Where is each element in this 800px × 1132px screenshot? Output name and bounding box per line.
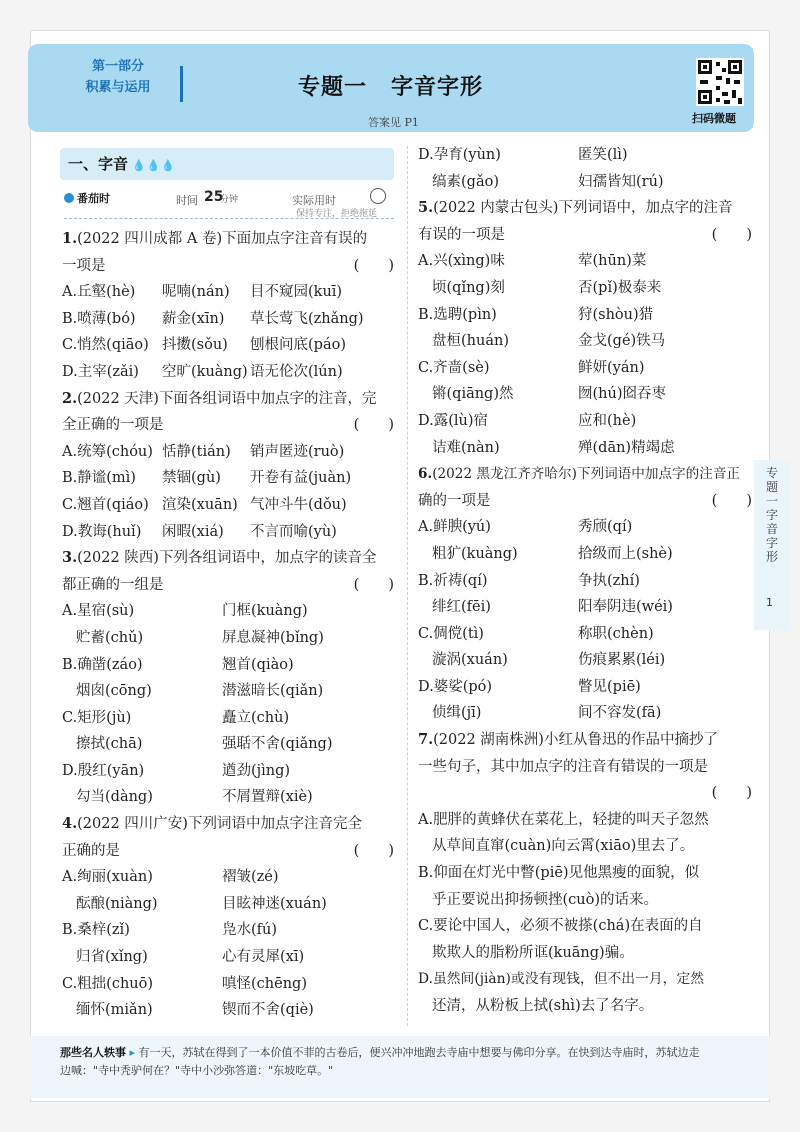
option: 欺欺人的脂粉所诓(kuāng)骗。 (432, 944, 634, 961)
option: 锵(qiāng)然 (432, 386, 514, 403)
option: D.主宰(zǎi) (62, 363, 139, 380)
question-4-continued (418, 142, 758, 195)
left-column (62, 226, 400, 1024)
droplet-icon: 💧💧💧 (132, 159, 177, 172)
option: 气冲斗牛(dǒu) (250, 496, 347, 513)
timer-unit: 分钟 (220, 195, 239, 205)
option: A.绚丽(xuàn) (62, 869, 153, 886)
option: B.静谧(mì) (62, 470, 136, 487)
option: 遒劲(jìng) (222, 762, 291, 779)
divider (64, 218, 394, 219)
option: C.倜傥(tì) (418, 625, 484, 642)
question-stem: (2022 黑龙江齐齐哈尔)下列词语中加点字的注音正 (432, 466, 741, 483)
option: 乎正要说出抑扬顿挫(cuò)的话来。 (432, 891, 659, 908)
topic-title (298, 70, 507, 101)
section-title (60, 148, 394, 180)
option: 漩涡(xuán) (432, 652, 508, 669)
option: 金戈(gé)铁马 (578, 333, 666, 350)
option: 瞥见(piē) (578, 678, 641, 695)
timer-name: 番茄时 (77, 192, 110, 205)
option: 盘桓(huán) (432, 333, 509, 350)
option: B.仰面在灯光中瞥(piē)见他黑瘦的面貌，似 (418, 865, 700, 882)
timer-motto: 保持专注，拒绝拖延 (296, 209, 378, 219)
part-subtitle: 积累与运用 (85, 80, 151, 95)
option: 强聒不舍(qiǎng) (222, 736, 333, 753)
option: 匿笑(lì) (578, 147, 628, 163)
option: A.兴(xìng)味 (418, 253, 505, 270)
option: 秀颀(qí) (578, 519, 633, 536)
option: 殚(dān)精竭虑 (578, 439, 675, 456)
option: 烟囱(cōng) (76, 683, 152, 700)
option: 潜滋暗长(qiǎn) (222, 683, 324, 700)
option: 侦缉(jī) (432, 705, 482, 722)
option: 语无伦次(lún) (250, 363, 343, 380)
question-stem: 确的一项是 (418, 492, 491, 509)
option: 缅怀(miǎn) (76, 1002, 153, 1019)
option: C.齐啬(sè) (418, 359, 490, 376)
option: A.统筹(chóu) (62, 443, 153, 460)
option: 擦拭(chā) (76, 736, 143, 753)
arrow-icon: ▸ (129, 1046, 136, 1059)
option: 从草间直窜(cuàn)向云霄(xiāo)里去了。 (432, 838, 695, 855)
question-number: 5. (418, 199, 434, 217)
option: 褶皱(zé) (222, 869, 279, 886)
option: 草长莺飞(zhǎng) (250, 310, 364, 327)
option: 间不容发(fā) (578, 705, 662, 722)
answer-blank[interactable]: ( ) (353, 842, 394, 859)
question-stem: (2022 四川广安)下列词语中加点字注音完全 (77, 816, 362, 833)
option: 闲暇(xiá) (162, 523, 224, 540)
option: 粗犷(kuàng) (432, 545, 518, 562)
option: 目不窥园(kuī) (250, 284, 343, 301)
option: 嗔怪(chēng) (222, 975, 307, 992)
option: 荤(hūn)菜 (578, 253, 647, 270)
option: B.选聘(pìn) (418, 306, 497, 323)
option: 恬静(tián) (162, 443, 231, 460)
option: 不屑置辩(xiè) (222, 789, 313, 806)
option: 刨根问底(páo) (250, 337, 346, 354)
option: 拾级而上(shè) (578, 545, 673, 562)
option: A.星宿(sù) (62, 603, 135, 620)
topic-number: 专题一 (298, 75, 368, 100)
question-stem: 正确的是 (62, 842, 120, 859)
option: 开卷有益(juàn) (250, 470, 352, 487)
option: D.露(lù)宿 (418, 412, 489, 429)
option: 狩(shòu)猎 (578, 306, 654, 323)
option: D.孕育(yùn) (418, 147, 501, 163)
right-column (418, 142, 758, 1020)
option: 鲜妍(yán) (578, 359, 645, 376)
option: 缟素(gǎo) (432, 173, 499, 190)
option: A.丘壑(hè) (62, 284, 136, 301)
question-stem: 都正确的一组是 (62, 576, 164, 593)
option: 不言而喻(yù) (250, 523, 337, 540)
answer-blank[interactable]: ( ) (711, 226, 752, 243)
qr-code-icon[interactable] (696, 58, 744, 106)
page-number: 1 (766, 596, 773, 609)
option: B.祈祷(qí) (418, 572, 488, 589)
option: 门框(kuàng) (222, 603, 308, 620)
question-number: 3. (62, 549, 78, 567)
answer-blank[interactable]: ( ) (353, 576, 394, 593)
option: 争执(zhí) (578, 572, 640, 589)
option: 伤痕累累(léi) (578, 652, 666, 669)
question-7 (418, 727, 758, 1020)
question-stem: (2022 四川成都 A 卷)下面加点字注音有误的 (77, 231, 368, 247)
part-divider (180, 66, 183, 102)
question-number: 1. (62, 230, 78, 247)
option: 顷(qǐng)刻 (432, 279, 505, 296)
option: 诘难(nàn) (432, 439, 500, 456)
option: C.矩形(jù) (62, 709, 132, 726)
section-title-text: 一、字音 (68, 155, 129, 173)
option: 归省(xǐng) (76, 949, 148, 966)
side-tab-label: 专题一 字音字形 (765, 466, 778, 564)
option: D.虽然间(jiàn)或没有现钱，但不出一月，定然 (418, 971, 705, 988)
option: 凫水(fú) (222, 922, 278, 939)
option: 否(pǐ)极泰来 (578, 279, 662, 296)
option: C.粗拙(chuō) (62, 975, 154, 992)
question-number: 4. (62, 815, 78, 833)
option: D.殷红(yān) (62, 762, 145, 779)
option: 心有灵犀(xī) (222, 949, 305, 966)
answer-blank[interactable]: ( ) (353, 257, 394, 274)
question-stem: 一些句子，其中加点字的注音有错误的一项是 (418, 758, 708, 775)
part-title: 第一部分 (91, 59, 144, 74)
option: 屏息凝神(bǐng) (222, 629, 324, 646)
actual-time-label: 实际用时 (292, 194, 336, 207)
option: 薪金(xīn) (162, 310, 225, 327)
question-stem: (2022 内蒙古包头)下列词语中，加点字的注音 (433, 200, 733, 217)
option: 阳奉阴违(wéi) (578, 599, 673, 616)
option: C.悄然(qiāo) (62, 337, 149, 354)
answer-blank[interactable]: ( ) (353, 417, 394, 434)
question-number: 6. (418, 466, 433, 483)
question-stem: (2022 天津)下面各组词语中加点字的注音，完 (77, 390, 377, 407)
question-stem: 全正确的一项是 (62, 417, 164, 434)
option: 矗立(chù) (222, 709, 290, 726)
question-number: 2. (62, 389, 78, 407)
tomato-icon (370, 188, 386, 204)
option: 妇孺皆知(rú) (578, 173, 664, 190)
option: B.桑梓(zǐ) (62, 922, 130, 939)
option: 呢喃(nán) (162, 284, 230, 301)
footer-label: 那些名人轶事 (60, 1046, 126, 1059)
question-4 (62, 811, 400, 1024)
question-3 (62, 545, 400, 811)
column-divider (407, 146, 408, 1026)
option: 称职(chèn) (578, 625, 654, 642)
option: 空旷(kuàng) (162, 363, 248, 380)
option: D.教诲(huǐ) (62, 523, 142, 540)
question-stem: 一项是 (62, 257, 106, 274)
option: C.要论中国人，必须不被搽(chá)在表面的自 (418, 918, 703, 935)
question-stem: (2022 陕西)下列各组词语中，加点字的读音全 (77, 550, 377, 567)
question-5 (418, 195, 758, 461)
question-1 (62, 226, 400, 386)
answer-reference: 答案见 P1 (368, 116, 419, 129)
option: 绯红(fēi) (432, 599, 491, 616)
timer-label: 时间 (176, 194, 198, 207)
option: 还清，从粉板上拭(shì)去了名字。 (432, 998, 654, 1014)
answer-blank[interactable]: ( ) (711, 492, 752, 509)
option: C.翘首(qiáo) (62, 496, 149, 513)
qr-label: 扫码微题 (692, 112, 736, 125)
option: 应和(hè) (578, 412, 637, 429)
question-6 (418, 461, 758, 727)
option: 贮蓄(chǔ) (76, 629, 144, 646)
option: D.婆娑(pó) (418, 678, 493, 695)
option: B.喷薄(bó) (62, 310, 136, 327)
answer-blank[interactable]: ( ) (711, 785, 752, 802)
footer-text: 边喊："寺中秃驴何在？"寺中小沙弥答道："东坡吃草。" (60, 1064, 334, 1077)
option: 目眩神迷(xuán) (222, 895, 327, 912)
footer-anecdote (60, 1044, 760, 1080)
topic-name: 字音字形 (391, 75, 484, 100)
header-band (28, 44, 754, 132)
option: 锲而不舍(qiè) (222, 1002, 314, 1019)
timer-dot-icon (64, 193, 74, 203)
option: B.确凿(záo) (62, 656, 143, 673)
question-number: 7. (418, 731, 434, 749)
option: 勾当(dàng) (76, 789, 153, 806)
option: A.鲜腴(yú) (418, 519, 491, 536)
part-label (58, 56, 178, 106)
option: 销声匿迹(ruò) (250, 443, 345, 460)
option: A.肥胖的黄蜂伏在菜花上，轻捷的叫天子忽然 (418, 811, 709, 828)
option: 囫(hú)囵吞枣 (578, 386, 666, 403)
option: 禁锢(gù) (162, 470, 221, 487)
footer-text: 有一天，苏轼在得到了一本价值不菲的古卷后，便兴冲冲地跑去寺庙中想要与佛印分享。在快到达寺庙时，苏轼边走 (138, 1046, 700, 1059)
question-stem: (2022 湖南株洲)小红从鲁迅的作品中摘抄了 (433, 732, 718, 749)
question-2 (62, 386, 400, 546)
option: 抖擞(sǒu) (162, 337, 228, 354)
option: 酝酿(niàng) (76, 895, 158, 912)
option: 翘首(qiào) (222, 656, 294, 673)
question-stem: 有误的一项是 (418, 226, 505, 243)
option: 渲染(xuān) (162, 496, 238, 513)
timer-value: 25 (204, 189, 224, 205)
